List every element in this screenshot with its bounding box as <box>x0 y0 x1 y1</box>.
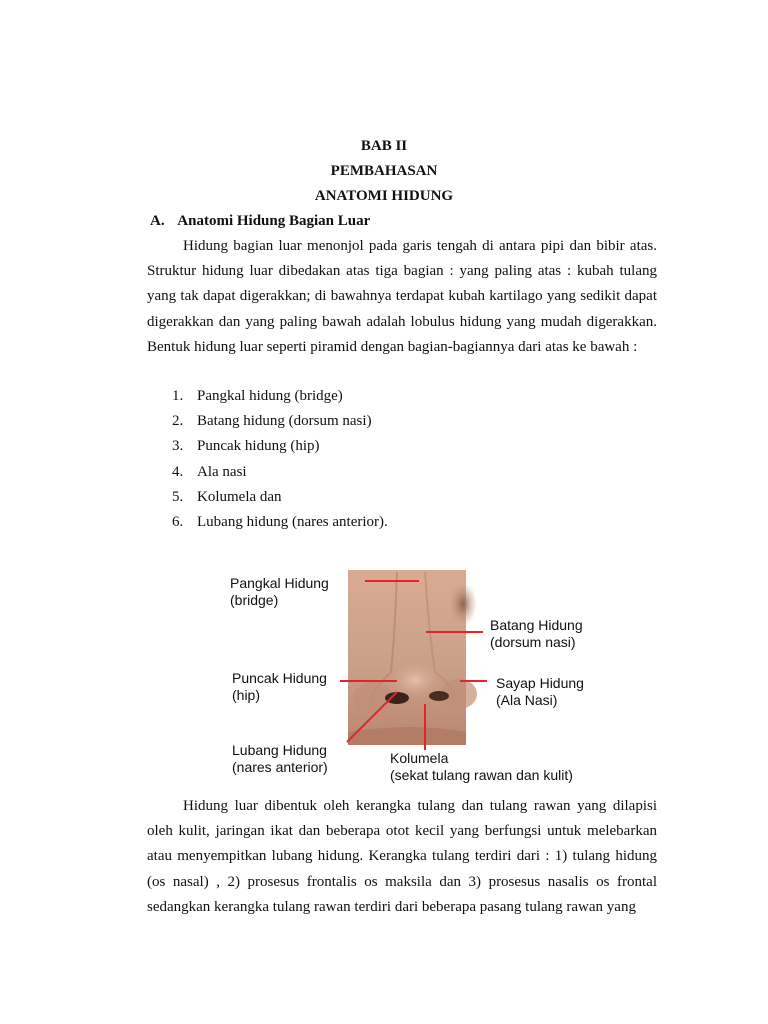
second-paragraph-text: Hidung luar dibentuk oleh kerangka tulang dan tulang rawan yang dilapisi oleh kulit, jaringan ikat dan beberapa otot kecil yang berfungsi untuk melebarkan atau menyempitkan lubang hidung. Kerangka tulang terdiri dari : 1) tulang hidung (os nasal) , 2) prosesus frontalis os maksila dan 3) prosesus nasalis os frontal sedangkan kerangka tulang rawan terdiri dari beberapa pasang tulang rawan yang <box>147 798 657 915</box>
label-line: Kolumela <box>390 750 449 766</box>
list-item <box>172 409 388 434</box>
list-text: Puncak hidung (hip) <box>197 438 320 455</box>
label-line: Sayap Hidung <box>496 675 584 691</box>
list-number: 4. <box>172 463 184 480</box>
list-number: 3. <box>172 438 184 455</box>
second-paragraph <box>147 794 657 920</box>
label-puncak-hidung <box>232 670 327 704</box>
intro-paragraph <box>147 234 657 360</box>
list-item <box>172 384 388 409</box>
label-line: Puncak Hidung <box>232 670 327 686</box>
list-item <box>172 434 388 459</box>
list-text: Kolumela dan <box>197 488 282 505</box>
list-number: 5. <box>172 488 184 505</box>
nose-anatomy-figure <box>225 562 615 787</box>
label-line: Batang Hidung <box>490 617 583 633</box>
list-text: Pangkal hidung (bridge) <box>197 388 343 404</box>
label-line: (sekat tulang rawan dan kulit) <box>390 767 573 783</box>
chapter-title: PEMBAHASAN <box>330 163 438 179</box>
list-text: Lubang hidung (nares anterior). <box>197 513 388 530</box>
intro-paragraph-text: Hidung bagian luar menonjol pada garis tengah di antara pipi dan bibir atas. Struktur hidung luar dibedakan atas tiga bagian : yang paling atas : kubah tulang yang tak dapat digerakkan; di bawahnya terdapat kubah kartilago yang sedikit dapat digerakkan dan yang paling bawah adalah lobulus hidung yang mudah digerakkan. Bentuk hidung luar seperti piramid dengan bagian-bagiannya dari atas ke bawah : <box>147 238 657 355</box>
list-number: 1. <box>172 388 184 404</box>
list-item <box>172 485 388 510</box>
label-pangkal-hidung <box>230 575 329 609</box>
section-marker: A. <box>150 213 165 229</box>
label-line: (dorsum nasi) <box>490 634 576 650</box>
label-sayap-hidung <box>496 675 584 709</box>
list-text: Ala nasi <box>197 463 247 480</box>
label-line: Pangkal Hidung <box>230 575 329 591</box>
list-item <box>172 510 388 535</box>
label-line: (hip) <box>232 687 261 703</box>
label-line: (Ala Nasi) <box>496 692 558 708</box>
chapter-subtitle: ANATOMI HIDUNG <box>314 188 454 204</box>
list-number: 6. <box>172 513 184 530</box>
chapter-label: BAB II <box>360 138 408 154</box>
label-lubang-hidung <box>232 742 328 776</box>
list-number: 2. <box>172 413 184 430</box>
label-kolumela <box>390 750 573 784</box>
nose-parts-list <box>172 384 388 535</box>
label-line: Lubang Hidung <box>232 742 327 758</box>
label-line: (bridge) <box>230 592 279 608</box>
list-text: Batang hidung (dorsum nasi) <box>197 413 372 430</box>
label-line: (nares anterior) <box>232 759 328 775</box>
label-batang-hidung <box>490 617 583 651</box>
section-heading <box>150 213 370 230</box>
list-item <box>172 460 388 485</box>
section-title: Anatomi Hidung Bagian Luar <box>177 213 371 229</box>
